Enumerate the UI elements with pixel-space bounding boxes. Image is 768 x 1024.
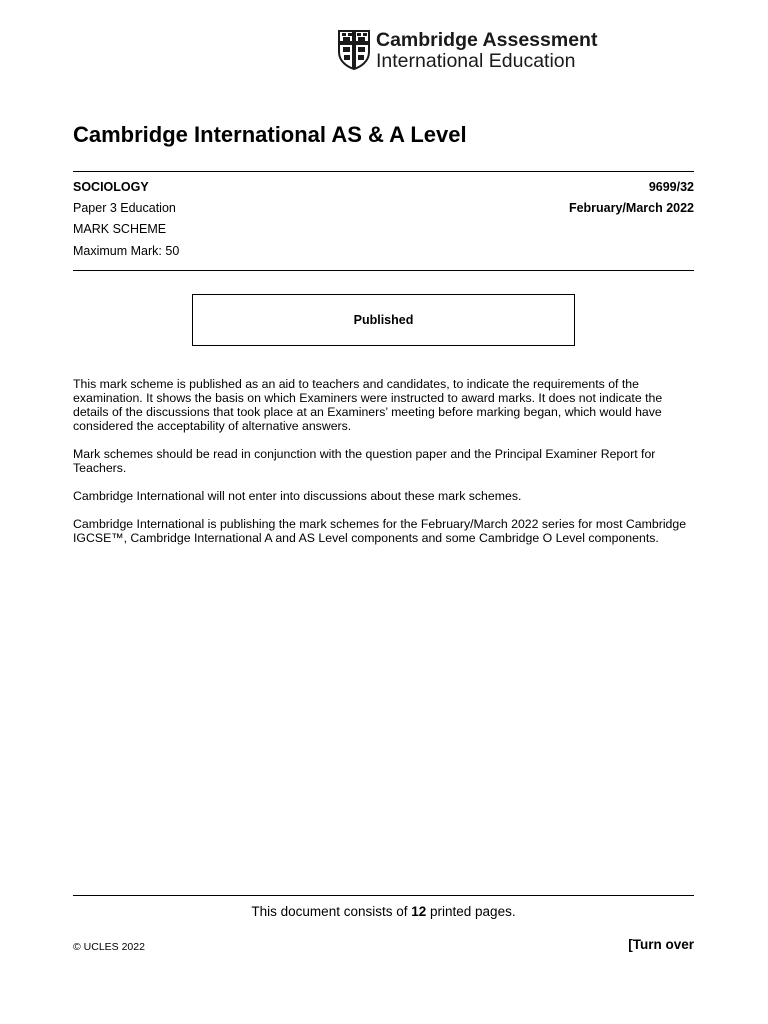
footer-divider: [73, 895, 694, 896]
turn-over-label: [Turn over: [628, 937, 694, 952]
cambridge-logo: [338, 29, 598, 72]
document-type: MARK SCHEME: [73, 222, 167, 236]
page-count-suffix: printed pages.: [426, 904, 516, 919]
meta-divider: [73, 270, 694, 271]
page-count-value: 12: [411, 904, 427, 919]
logo-line-1: Cambridge Assessment: [376, 29, 598, 51]
intro-paragraph: This mark scheme is published as an aid to teachers and candidates, to indicate the requirements of the examination. It shows the basis on which Examiners were instructed to award marks. It does not indicate the details of the discussions that took place at an Examiners’ meeting before marking began, which would have considered the acceptability of alternative answers.: [73, 377, 663, 433]
publishing-paragraph: Cambridge International is publishing the mark schemes for the February/March 2022 series for most Cambridge IGCSE™, Cambridge International A and AS Level components and some Cambridge O Level components.: [73, 517, 687, 545]
conjunction-paragraph: Mark schemes should be read in conjunction with the question paper and the Principal Examiner Report for Teachers.: [73, 447, 656, 475]
cambridge-crest-icon: [338, 30, 370, 70]
maximum-mark: Maximum Mark: 50: [73, 244, 180, 258]
page-count-prefix: This document consists of: [251, 904, 412, 919]
copyright-notice: © UCLES 2022: [73, 941, 145, 953]
published-status-box: [192, 294, 575, 346]
title-divider: [73, 171, 694, 172]
published-label: Published: [353, 313, 414, 327]
discussion-paragraph: Cambridge International will not enter into discussions about these mark schemes.: [73, 489, 522, 503]
session-label: February/March 2022: [568, 201, 694, 215]
logo-line-2: International Education: [376, 50, 576, 72]
paper-label: Paper 3 Education: [73, 201, 176, 215]
page-count-note: [73, 904, 694, 919]
document-title: Cambridge International AS & A Level: [73, 122, 467, 147]
syllabus-code: 9699/32: [648, 180, 694, 194]
subject-label: SOCIOLOGY: [73, 180, 149, 194]
